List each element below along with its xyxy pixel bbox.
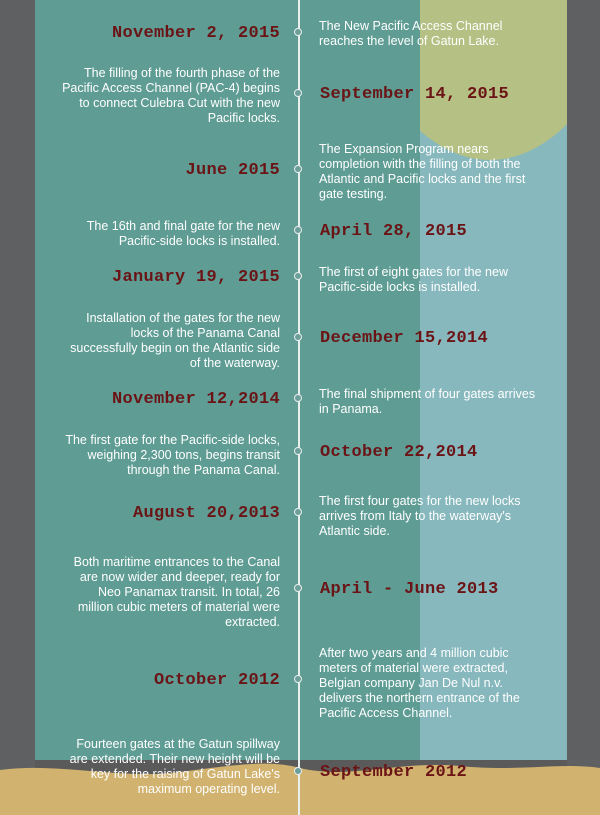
timeline-date: September 2012 [320, 763, 468, 782]
timeline-description: The final shipment of four gates arrives in Panama. [319, 387, 536, 416]
timeline-description: The New Pacific Access Channel reaches the level of Gatun Lake. [319, 19, 503, 48]
timeline-description: The Expansion Program nears completion with the filling of both the Atlantic and Pacific locks and the first gate testing. [319, 142, 526, 201]
timeline-description: Both maritime entrances to the Canal are now wider and deeper, ready for Neo Panamax transit. In total, 26 million cubic meters of material were extracted. [73, 555, 280, 629]
timeline-description: Installation of the gates for the new locks of the Panama Canal successfully begin on the Atlantic side of the waterway. [70, 311, 280, 370]
timeline-dot [294, 767, 302, 775]
timeline-date: August 20,2013 [132, 504, 280, 523]
timeline-dot [294, 447, 302, 455]
timeline-description: After two years and 4 million cubic meters of material were extracted, Belgian company Jan De Nul n.v. delivers the northern entrance of the Pacific Access Channel. [319, 646, 520, 720]
timeline-description: The first four gates for the new locks arrives from Italy to the waterway's Atlantic side. [319, 494, 521, 538]
timeline-description: Fourteen gates at the Gatun spillway are extended. Their new height will be key for the raising of Gatun Lake's maximum operating level. [69, 737, 280, 796]
timeline-description: The first gate for the Pacific-side locks, weighing 2,300 tons, begins transit through the Panama Canal. [65, 433, 280, 477]
timeline-line [298, 0, 300, 815]
timeline-date: June 2015 [185, 161, 280, 180]
timeline-dot [294, 28, 302, 36]
timeline-dot [294, 89, 302, 97]
timeline-date: November 12,2014 [111, 390, 280, 409]
timeline-description: The first of eight gates for the new Pacific-side locks is installed. [319, 265, 508, 294]
timeline-dot [294, 394, 302, 402]
timeline-description: The 16th and final gate for the new Pacific-side locks is installed. [86, 219, 280, 248]
timeline-date: January 19, 2015 [111, 268, 280, 287]
timeline-date: October 2012 [153, 671, 280, 690]
timeline-dot [294, 675, 302, 683]
timeline-dot [294, 272, 302, 280]
timeline-date: December 15,2014 [320, 329, 489, 348]
timeline-date: September 14, 2015 [320, 85, 510, 104]
timeline-dot [294, 165, 302, 173]
timeline-dot [294, 226, 302, 234]
timeline-dot [294, 508, 302, 516]
timeline-date: April 28, 2015 [320, 222, 468, 241]
timeline-date: November 2, 2015 [111, 24, 280, 43]
timeline-date: April - June 2013 [320, 580, 499, 599]
timeline-description: The filling of the fourth phase of the Pacific Access Channel (PAC-4) begins to connect Culebra Cut with the new Pacific locks. [62, 66, 280, 125]
timeline-dot [294, 584, 302, 592]
timeline-dot [294, 333, 302, 341]
timeline-date: October 22,2014 [320, 443, 478, 462]
